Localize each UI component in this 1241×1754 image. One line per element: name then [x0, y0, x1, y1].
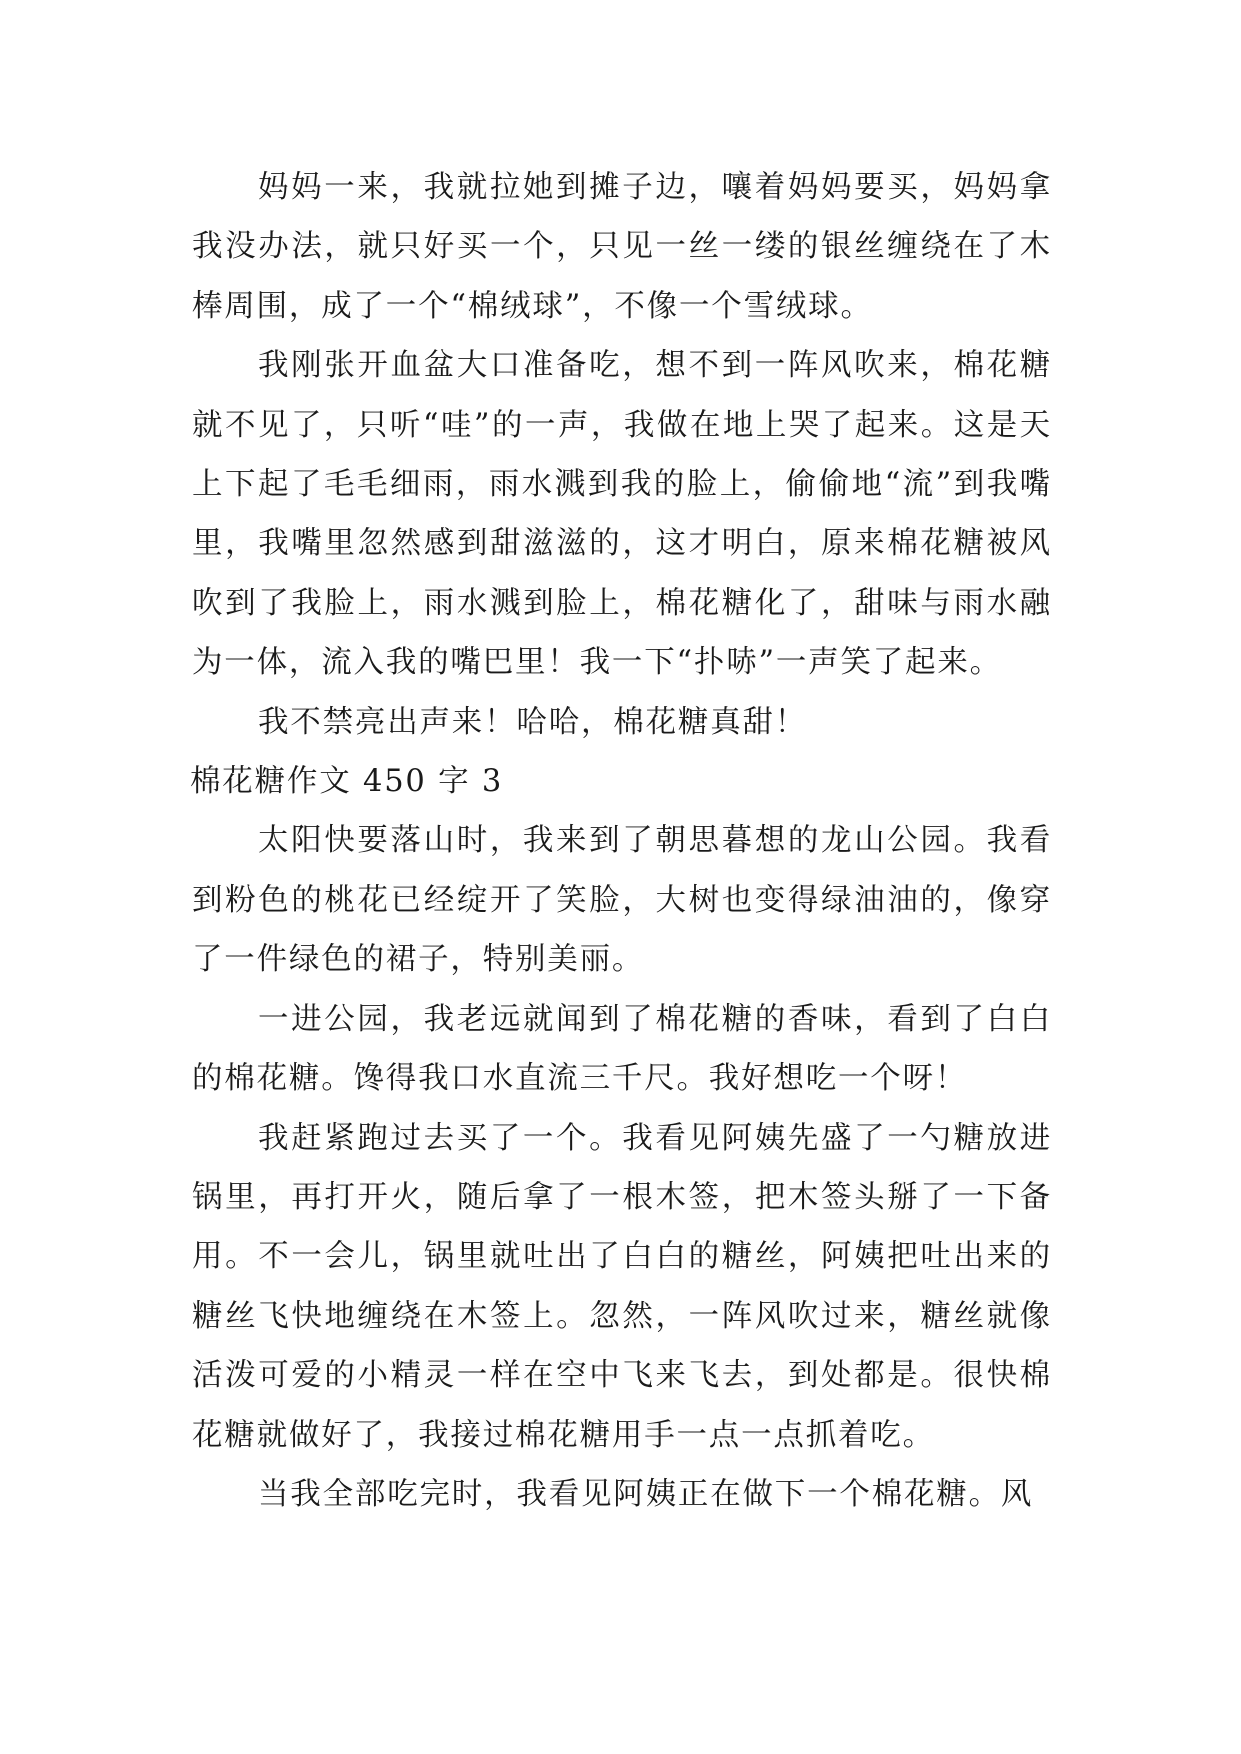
paragraph-longshan-park: 太阳快要落山时，我来到了朝思暮想的龙山公园。我看到粉色的桃花已经绽开了笑脸，大树也变得绿油油的，像穿了一件绿色的裙子，特别美丽。: [192, 823, 1052, 978]
paragraph-so-sweet: 我不禁亮出声来！哈哈，棉花糖真甜！: [258, 704, 808, 740]
paragraph-making-candy: 我赶紧跑过去买了一个。我看见阿姨先盛了一勺糖放进锅里，再打开火，随后拿了一根木签，把木签头掰了一下备用。不一会儿，锅里就吐出了白白的糖丝，阿姨把吐出来的糖丝飞快地缠绕在木签上。忽然，一阵风吹过来，糖丝就像活泼可爱的小精灵一样在空中飞来飞去，到处都是。很快棉花糖就做好了，我接过棉花糖用手一点一点抓着吃。: [192, 1120, 1052, 1453]
paragraph-finished-eating: 当我全部吃完时，我看见阿姨正在做下一个棉花糖。风: [258, 1476, 1034, 1512]
paragraph-wind-and-rain: 我刚张开血盆大口准备吃，想不到一阵风吹来，棉花糖就不见了，只听“哇”的一声，我做在地上哭了起来。这是天上下起了毛毛细雨，雨水溅到我的脸上，偷偷地“流”到我嘴里，我嘴里忽然感到甜滋滋的，这才明白，原来棉花糖被风吹到了我脸上，雨水溅到脸上，棉花糖化了，甜味与雨水融为一体，流入我的嘴巴里！我一下“扑哧”一声笑了起来。: [192, 348, 1052, 681]
essay-heading: 棉花糖作文 450 字 3: [190, 764, 504, 800]
document-body: [192, 158, 1052, 1524]
paragraph-smell-of-candy: 一进公园，我老远就闻到了棉花糖的香味，看到了白白的棉花糖。馋得我口水直流三千尺。我好想吃一个呀！: [192, 1001, 1052, 1097]
paragraph-cotton-ball: 妈妈一来，我就拉她到摊子边，嚷着妈妈要买，妈妈拿我没办法，就只好买一个，只见一丝一缕的银丝缠绕在了木棒周围，成了一个“棉绒球”，不像一个雪绒球。: [192, 170, 1052, 324]
